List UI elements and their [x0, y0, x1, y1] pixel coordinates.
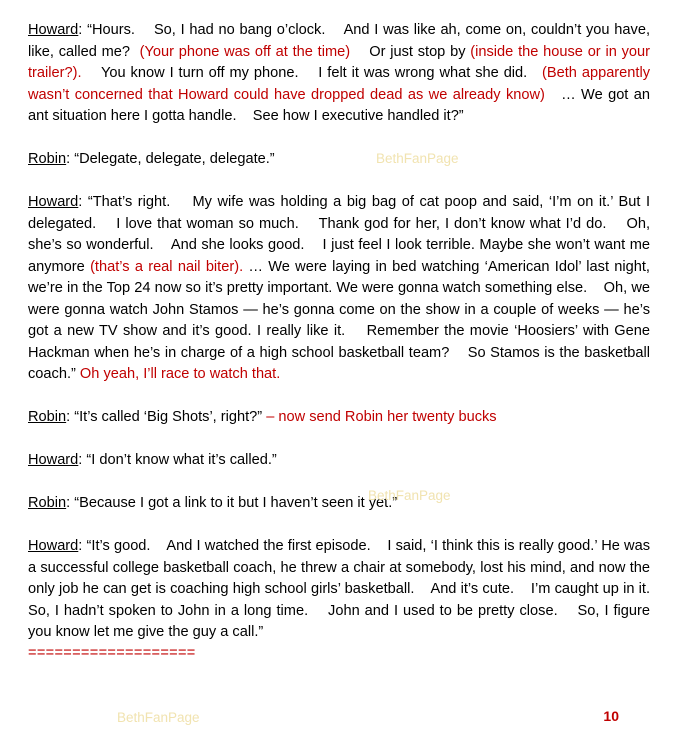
editor-comment: (Beth apparently wasn’t concerned that Howard could have dropped dead as we already know) — [28, 65, 655, 103]
editor-comment: – now send Robin her twenty bucks — [266, 409, 497, 425]
document-body — [28, 20, 667, 661]
watermark: BethFanPage — [117, 710, 200, 725]
transcript — [28, 20, 667, 644]
transcript-paragraph — [28, 149, 650, 171]
quote-text: Or just stop by — [350, 43, 471, 60]
editor-comment: (Your phone was off at the time) — [139, 43, 351, 60]
quote-text: : “Because I got a link to it but I haven’t seen it yet.” — [66, 495, 398, 511]
editor-comment: (that’s a real nail biter). — [90, 258, 244, 275]
quote-text: … We got an ant situation here I gotta handle. See how I executive handled it?” — [28, 86, 655, 124]
transcript-paragraph — [28, 192, 655, 386]
speaker-name: Robin — [28, 409, 67, 425]
quote-text: : “That’s right. My wife was holding a big bag of cat poop and said, ‘I’m on it.’ But I delegated. I love that woman so much. Thank god for her, I don’t know what I’d do. Oh, she’s so wonderful. And she looks good. I just feel I look terrible. Maybe she won’t want me anymore — [28, 194, 655, 275]
page-number: 10 — [603, 708, 619, 724]
quote-text: : “It’s called ‘Big Shots’, right?” — [66, 409, 267, 425]
quote-text: : “Hours. So, I had no bang o’clock. And I was like ah, come on, couldn’t you have, like, called me? — [28, 22, 655, 60]
transcript-paragraph — [28, 493, 650, 515]
quote-text: : “I don’t know what it’s called.” — [78, 452, 277, 468]
speaker-name: Howard — [28, 194, 79, 210]
editor-comment: (inside the house or in your trailer?). — [28, 43, 655, 81]
transcript-paragraph — [28, 20, 655, 128]
quote-text: : “It’s good. And I watched the first episode. I said, ‘I think this is really good.’ He was a successful college basketball coach, he threw a chair at somebody, lost his mind, and now the only job he can get is coaching high school girls’ basketball. And it’s cute. I’m caught up in it. So, I hadn’t spoken to John in a long time. John and I used to be pretty close. So, I figure you know let me give the guy a call.” — [28, 538, 667, 640]
speaker-name: Howard — [28, 452, 79, 468]
speaker-name: Howard — [28, 538, 79, 554]
quote-text: You know I turn off my phone. I felt it was wrong what she did. — [81, 65, 543, 81]
section-divider: =================== — [28, 645, 196, 661]
editor-comment: Oh yeah, I’ll race to watch that. — [79, 366, 281, 382]
quote-text: … We were laying in bed watching ‘American Idol’ last night, we’re in the Top 24 now so it’s pretty important. We were gonna watch something else. Oh, we were gonna watch John Stamos — he’s gonna come on the show in a couple of weeks — he’s got a new TV show and it’s good. I really like it. Remember the movie ‘Hoosiers’ with Gene Hackman when he’s in charge of a high school basketball team? So Stamos is the basketball coach.” — [28, 258, 655, 382]
speaker-name: Howard — [28, 22, 79, 38]
quote-text: : “Delegate, delegate, delegate.” — [66, 151, 275, 167]
speaker-name: Robin — [28, 151, 67, 167]
transcript-paragraph — [28, 536, 667, 644]
watermark: BethFanPage — [368, 488, 451, 503]
transcript-paragraph — [28, 450, 650, 472]
transcript-paragraph — [28, 407, 650, 429]
watermark: BethFanPage — [376, 151, 459, 166]
speaker-name: Robin — [28, 495, 67, 511]
